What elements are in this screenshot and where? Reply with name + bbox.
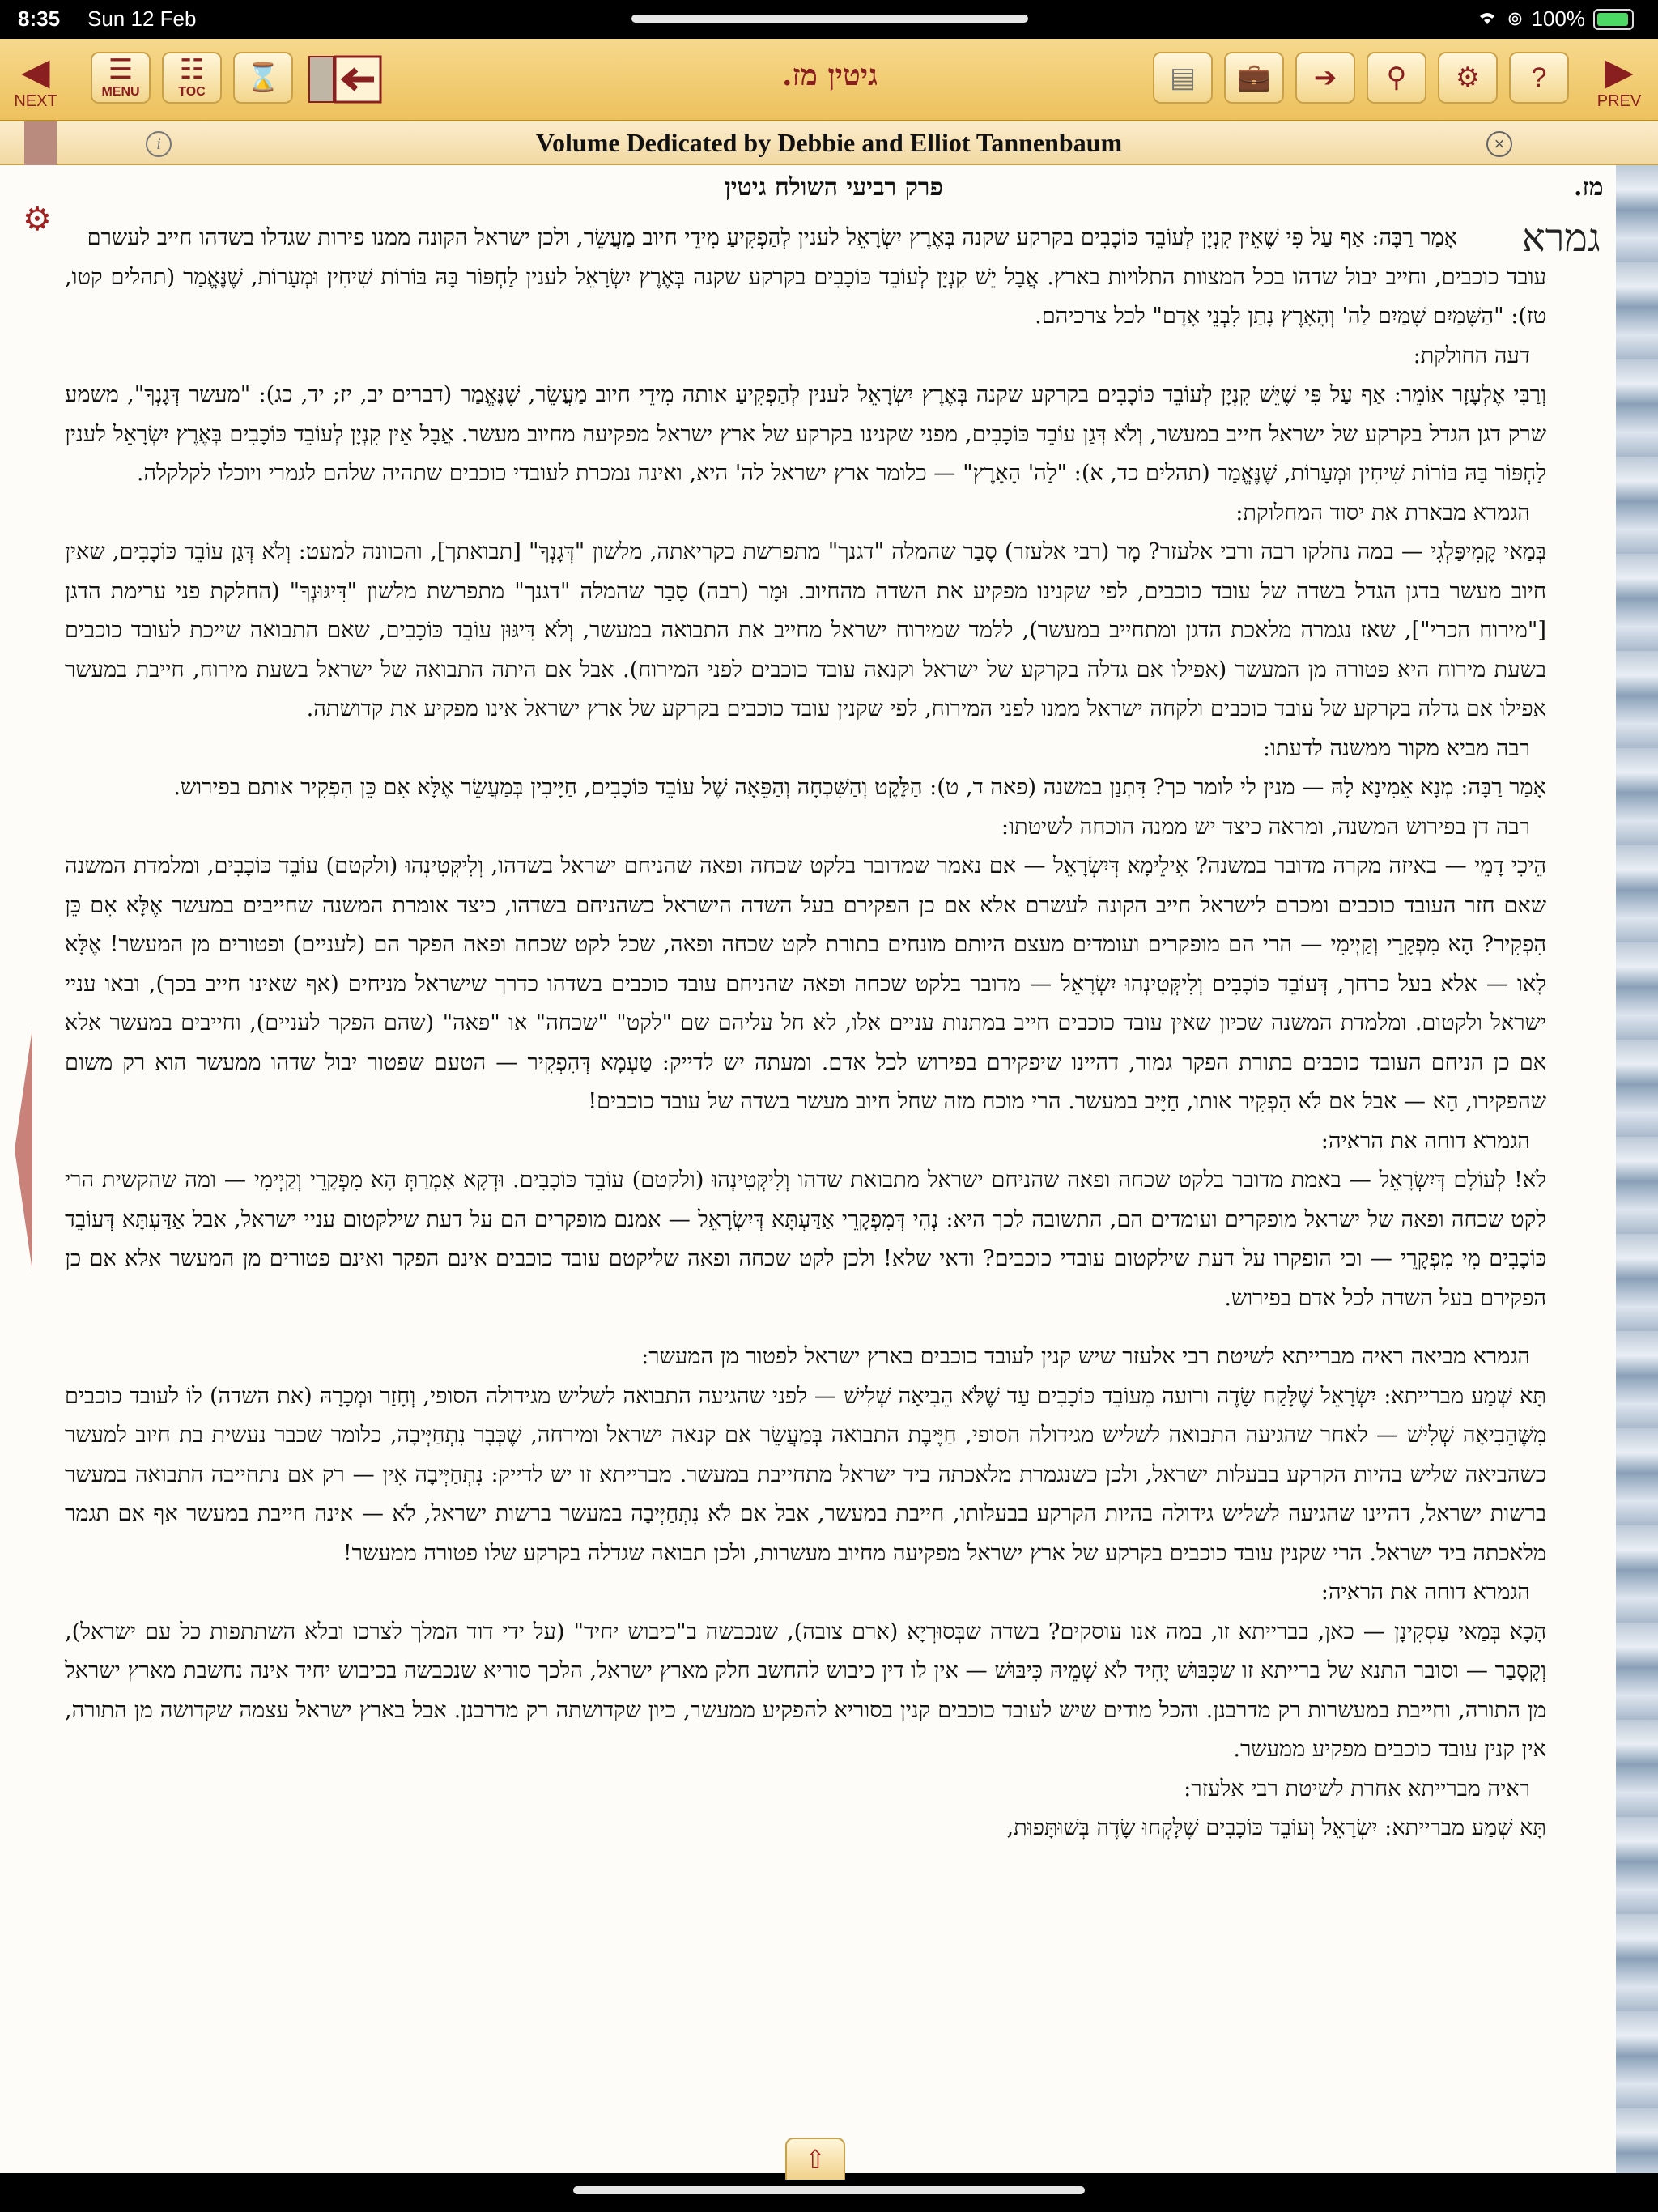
- running-head-page: מז.: [1574, 173, 1604, 202]
- next-label: NEXT: [14, 92, 57, 110]
- book-back-button[interactable]: [306, 53, 384, 105]
- orientation-lock-icon: ⊚: [1507, 8, 1524, 30]
- page-edge-decoration: [1616, 165, 1658, 2173]
- prev-page-button[interactable]: [1587, 50, 1652, 111]
- text-layout-button[interactable]: [1153, 52, 1213, 104]
- menu-label: MENU: [101, 85, 140, 99]
- arrow-left-icon: ◀: [21, 50, 50, 92]
- briefcase-button[interactable]: [1224, 52, 1284, 104]
- toolbar: [0, 39, 1658, 121]
- question-icon: ?: [1531, 62, 1547, 93]
- text-paragraph: דעה החולקת:: [1413, 342, 1530, 368]
- timer-button[interactable]: [233, 52, 293, 104]
- page-settings-gear-icon[interactable]: ⚙: [23, 201, 52, 238]
- page-title: גיטין מז.: [781, 58, 878, 92]
- toc-button[interactable]: [162, 52, 222, 104]
- text-paragraph: אָמַר רַבָּה: אַף עַל פִּי שֶׁאֵין קִנְיָן לְעוֹבֵד כּוֹכָבִים בקרקע שקנה בְּאֶרֶץ יִשְׂרָאֵל לענין לְהַפְקִיעַ מִידֵי חיוב מַעֲשֵׂר, ולכן ישראל הקונה ממנו פירות שגדלו בשדהו חייב לעשרם: [87, 225, 1457, 250]
- text-paragraph: הגמרא מביאה ראיה מברייתא לשיטת רבי אלעזר שיש קנין לעובד כוכבים בארץ ישראל לפטור מן המעשר:: [641, 1344, 1530, 1369]
- info-icon[interactable]: i: [146, 131, 172, 157]
- next-page-button[interactable]: [3, 50, 68, 111]
- text-paragraph: וְרַבִּי אֶלְעָזָר אוֹמֵר: אַף עַל פִּי שֶׁיֵּשׁ קִנְיָן לְעוֹבֵד כּוֹכָבִים בקרקע שקנה בְּאֶרֶץ יִשְׂרָאֵל לענין לְהַפְקִיעַ אותה מִידֵי חיוב מַעֲשֵׂר, שֶׁנֶּאֱמַר (דברים יב, יז; יד, כג): "מעשר דְּגָנְךָ", משמע שרק דגן הגדל בקרקע של ישראל חייב במעשר, וְלֹא דְּגַן עוֹבֵד כּוֹכָבִים, מפני שקנינו בקרקע של ארץ ישראל מפקיעה מחיוב מעשר. אֲבָל אֵין קִנְיָן לְעוֹבֵד כּוֹכָבִים בְּאֶרֶץ יִשְׂרָאֵל לענין לַחְפּוֹר בָּהּ בּוֹרוֹת שִׁיחִין וּמְעָרוֹת, שֶׁנֶּאֱמַר (תהלים כד, א): "לַה' הָאָרֶץ" — כלומר ארץ ישראל לה' היא, ואינה נמכרת לעובדי כוכבים שתהיה שלהם לגמרי ויוכלו לקלקלה.: [65, 382, 1546, 486]
- dedication-text: Volume Dedicated by Debbie and Elliot Tannenbaum: [535, 128, 1123, 157]
- list-icon: ☷: [179, 54, 205, 85]
- status-bar: [0, 0, 1658, 39]
- arrow-right-icon: ➔: [1313, 62, 1337, 93]
- dedication-bar: [0, 121, 1658, 165]
- text-paragraph: הגמרא דוחה את הראיה:: [1320, 1580, 1530, 1605]
- text-paragraph: רבה דן בפירוש המשנה, ומראה כיצד יש ממנה הוכחה לשיטתו:: [1001, 814, 1530, 840]
- text-paragraph: לֹא! לְעוֹלָם דְּיִשְׂרָאֵל — באמת מדובר בלקט שכחה ופאה שהניחם ישראל מתבואת שדהו וְלִיקְּטִינְהוּ (ולקטם) עוֹבֵד כּוֹכָבִים. וּדְקָא אָמְרַתְּ הָא מִפְקָרֵי וְקַיְימִי — ומה שהקשית הרי לקט שכחה ופאה של ישראל מופקרים ועומדים הם, התשובה לכך היא: נְהִי דְּמִפְקָרֵי אַדַּעְתָּא דְּיִשְׂרָאֵל — אמנם מופקרים הם על דעת שילקטום עניי ישראל, אבל אַדַּעְתָּא דְּעוֹבֵד כּוֹכָבִים מִי מִפְקָרֵי — וכי הופקרו על דעת שילקטום עובדי כוכבים? ודאי שלא! ולכן לקט שכחה ופאה שליקטם עובד כוכבים אינם הפקר ואינם פטורים מן המעשר אלא אם כן הפקירם בעל השדה לכל אדם בפירוש.: [65, 1168, 1546, 1311]
- settings-button[interactable]: [1438, 52, 1498, 104]
- search-button[interactable]: [1367, 52, 1426, 104]
- text-paragraph: עובד כוכבים, וחייב יבול שדהו בכל המצוות התלויות בארץ. אֲבָל יֵשׁ קִנְיָן לְעוֹבֵד כּוֹכָבִים בקרקע שקנה בְּאֶרֶץ יִשְׂרָאֵל לענין לַחְפּוֹר בָּהּ בּוֹרוֹת שִׁיחִין וּמְעָרוֹת, שֶׁנֶּאֱמַר (תהלים קטו, טז): "הַשָּׁמַיִם שָׁמַיִם לַה' וְהָאָרֶץ נָתַן לִבְנֵי אָדָם" לכל צרכיהם.: [65, 264, 1546, 329]
- arrow-up-icon: ⇧: [804, 2144, 827, 2175]
- arrow-right-icon: ▶: [1605, 50, 1634, 92]
- help-button[interactable]: [1509, 52, 1569, 104]
- text-lines-icon: ▤: [1169, 62, 1197, 93]
- side-panel-tab[interactable]: [15, 1028, 32, 1271]
- close-icon[interactable]: ×: [1486, 131, 1512, 157]
- text-paragraph: הגמרא מבארת את יסוד המחלוקת:: [1235, 500, 1530, 525]
- search-icon: ⚲: [1386, 62, 1407, 93]
- status-time: 8:35: [18, 6, 61, 31]
- talmud-text: [65, 219, 1546, 1848]
- battery-icon: [1593, 9, 1634, 30]
- text-paragraph: בְּמַאי קָמִיפַּלְגִי — במה נחלקו רבה ורבי אלעזר? מָר (רבי אלעזר) סָבַר שהמלה "דגנך" מתפרשת כקריאתה, מלשון "דְּגָנְךָ" [תבואתך], והכוונה למעט: וְלֹא דְּגַן עוֹבֵד כּוֹכָבִים, שאין חיוב מעשר בדגן הגדל בשדה של עובד כוכבים, לפי שקנינו מפקיע את השדה מהחיוב. וּמָר (רבה) סָבַר שהמלה "דגנך" מתפרשת מלשון "דִּיגּוּנְךָ" (החלקת פני ערימת הדגן ["מירוח הכרי"], שאז נגמרה מלאכת הדגן ומתחייב במעשר), ללמד שמירוח ישראל מחייב את התבואה במעשר, וְלֹא דִּיגּוּן עוֹבֵד כּוֹכָבִים, שאם התבואה שייכת לעובד כוכבים בשעת מירוח היא פטורה מן המעשר (אפילו אם גדלה בקרקע של ישראל וקנאה עובד כוכבים לפני המירוח). אבל אם היתה התבואה של ישראל בשעת מירוח, חייבת במעשר אפילו אם גדלה בקרקע של עובד כוכבים ולקחה ישראל ממנו לפני המירוח, לפי שקנין עובד כוכבים בקרקע של ארץ ישראל אינו מפקיע את קדושתה.: [65, 539, 1546, 721]
- goto-button[interactable]: [1295, 52, 1355, 104]
- text-paragraph: אָמַר רַבָּה: מְנָא אֵמִינָא לָהּ — מנין לי לומר כך? דִּתְנַן במשנה (פאה ד, ט): הַלֶּקֶט וְהַשִּׁכְחָה וְהַפֵּאָה שֶׁל עוֹבֵד כּוֹכָבִים, חַיָּיבִין בְּמַעֲשֵׂר אֶלָּא אִם כֵּן הִפְקִיר אותם בפירוש.: [173, 775, 1546, 800]
- text-paragraph: הגמרא דוחה את הראיה:: [1320, 1128, 1530, 1154]
- text-paragraph: רבה מביא מקור ממשנה לדעתו:: [1262, 735, 1530, 761]
- running-head-chapter: פרק רביעי השולח גיטין: [725, 173, 943, 202]
- text-paragraph: הֵיכִי דָמֵי — באיזה מקרה מדובר במשנה? אִילֵימָא דְּיִשְׂרָאֵל — אם נאמר שמדובר בלקט שכחה ופאה שהניחם ישראל בשדהו, וְלִיקְּטִינְהוּ (ולקטם) עוֹבֵד כּוֹכָבִים, ומלמדת המשנה שאם חזר העובד כוכבים ומכרם לישראל חייב הקונה לעשרם אלא אם כן הפקירם בעל השדה הישראל כשהניחם בשדהו, כיצד אומרת המשנה שחייבים במעשר אֶלָּא אִם כֵּן הִפְקִיר? הָא מִפְקָרֵי וְקַיְימִי — הרי הם מופקרים ועומדים מעצם היותם מונחים בתורת לקט שכחה ופאה, שכל לקט שכחה ופאה הפקר הם (לעניים) ופטורים מן המעשר! אֶלָּא לָאו — אלא בעל כרחך, דְּעוֹבֵד כּוֹכָבִים וְלִיקְּטִינְהוּ יִשְׂרָאֵל — מדובר בלקט שכחה ופאה שהניחם עובד כוכבים בשדהו כדרך שישראל מניחים (אף שאינו חייב בכך), ובאו עניי ישראל ולקטום. ומלמדת המשנה שכיון שאין עובד כוכבים חייב במתנות עניים אלו, לא חל עליהם שם "לקט" "שכחה" או "פאה" (שהם הפקר לעניים), וחייבים במעשר אלא אם כן הניחם העובד כוכבים בתורת הפקר גמור, דהיינו שיפקירם בפירוש לכל אדם. ומעתה יש לדייק: טַעְמָא דְּהִפְקִיר — הטעם שפטור יבול שדהו ממעשר הוא רק משום שהפקירו, הָא — אבל אם לֹא הִפְקִיר אותו, חַיָּיב במעשר. הרי מוכח מזה שחל חיוב מעשר בשדה של עובד כוכבים!: [65, 853, 1546, 1114]
- paragraph-gap: [65, 1318, 1546, 1338]
- home-indicator[interactable]: [573, 2186, 1085, 2194]
- text-paragraph: תָּא שְׁמַע מברייתא: יִשְׂרָאֵל שֶׁלָּקַח שָׂדֶה ורועה מֵעוֹבֵד כּוֹכָבִים עַד שֶׁלֹּא הֵבִיאָה שְׁלִישׁ — לפני שהגיעה התבואה לשליש מגידולה הסופי, וְחָזַר וּמְכָרָהּ (את השדה) לוֹ לעובד כוכבים מִשֶּׁהֵבִיאָה שְׁלִישׁ — לאחר שהגיעה התבואה לשליש מגידולה הסופי, חַיֶּיבֶת התבואה בְּמַעֲשֵׂר אם קנאה ישראל ומירחה, שֶׁכְּבָר נִתְחַיְּיבָה, כלומר שכבר נעשית בת חיוב למעשר כשהביאה שליש בהיות הקרקע בבעלות ישראל, ולכן כשנגמרת מלאכתה ביד ישראל מתחייבת במעשר. מברייתא זו יש לדייק: נִתְחַיְּיבָה אִין — רק אם נתחייבה התבואה במעשר ברשות ישראל, דהיינו שהגיעה לשליש גידולה בהיות הקרקע בבעלותו, חייבת במעשר, אבל אם לֹא נִתְחַיְּיבָה במעשר ברשות ישראל, לֹא — אינה חייבת במעשר אף אם תגמר מלאכתה ביד ישראל. הרי שקנין עובד כוכבים בקרקע של ארץ ישראל מפקיעה מחיוב מעשרות, ולכן תבואה שגדלה בקרקע שלו פטורה ממעשר!: [65, 1383, 1547, 1566]
- gear-icon: ⚙: [1455, 62, 1481, 93]
- prev-label: PREV: [1596, 92, 1642, 110]
- text-paragraph: ראיה מברייתא אחרת לשיטת רבי אלעזר:: [1184, 1776, 1530, 1802]
- toc-label: TOC: [178, 85, 206, 99]
- menu-icon: ☰: [108, 54, 134, 85]
- briefcase-icon: 💼: [1236, 62, 1272, 93]
- scroll-up-button[interactable]: [785, 2138, 845, 2180]
- gemara-label: גמרא: [1522, 215, 1601, 261]
- wifi-icon: [1476, 6, 1499, 32]
- system-icons: [1476, 6, 1634, 32]
- menu-button[interactable]: [91, 52, 151, 104]
- battery-percent: 100%: [1531, 6, 1585, 31]
- text-paragraph: תָּא שְׁמַע מברייתא: יִשְׂרָאֵל וְעוֹבֵד כּוֹכָבִים שֶׁלָּקְחוּ שָׂדֶה בְּשׁוּתָּפוּת,: [1006, 1815, 1546, 1840]
- hourglass-icon: ⌛: [245, 62, 281, 93]
- status-date: Sun 12 Feb: [87, 6, 197, 31]
- multitask-grabber[interactable]: [631, 15, 1028, 23]
- text-paragraph: הָכָא בְּמַאי עָסְקִינָן — כאן, בברייתא זו, במה אנו עוסקים? בשדה שבְּסוּרְיָא (ארם צובה), שנכבשה ב"כיבוש יחיד" (על ידי דוד המלך לצרכו ובלא השתתפות כל עם ישראל), וְקָסָבַר — וסובר התנא של ברייתא זו שכִּבּוּשׁ יָחִיד לֹא שְׁמֵיהּ כִּיבּוּשׁ — אין לו דין כיבוש להחשב חלק מארץ ישראל, הלכך סוריא שנכבשה בכיבוש יחיד אינה נחשבת מארץ ישראל מן התורה, וחייבת במעשרות רק מדרבנן. והכל מודים שיש לעובד כוכבים קנין בסוריא להפקיע ממעשר, כיון שקדושתה רק מדרבנן. אבל בארץ ישראל עצמה שקדושה מן התורה, אין קנין עובד כוכבים מפקיע ממעשר.: [65, 1619, 1546, 1762]
